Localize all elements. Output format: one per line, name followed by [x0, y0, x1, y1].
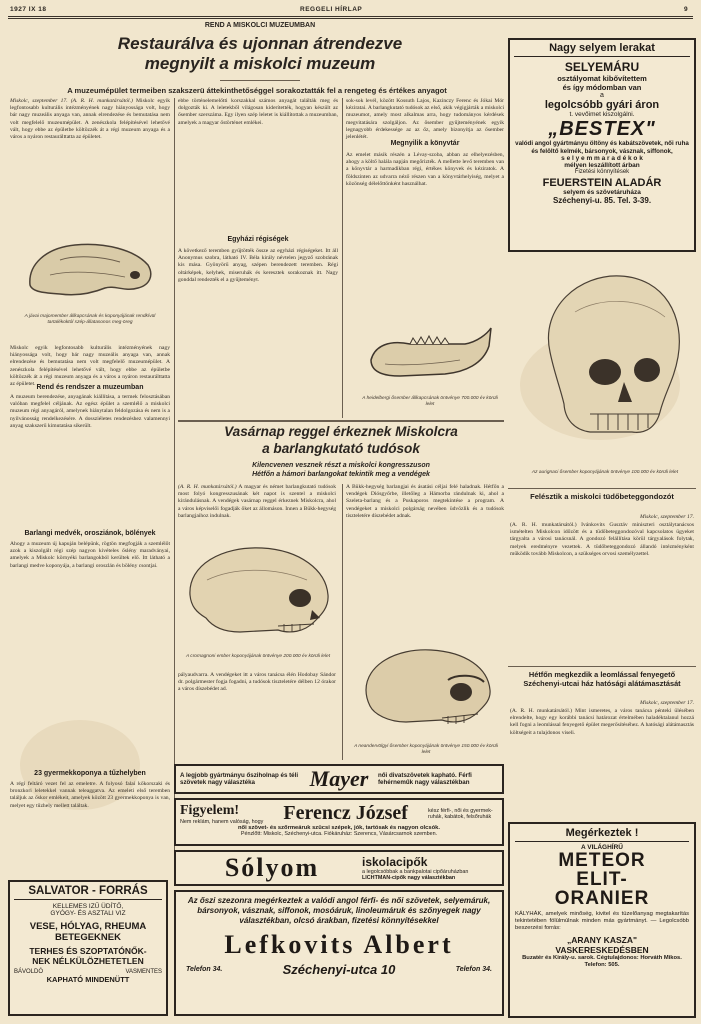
meteor-shop2: VASKERESKEDÉSBEN: [555, 945, 649, 955]
lefkovits-top: Az őszi szezonra megérkeztek a valódi angol férfi- és női szövetek, selyemáruk, bársonyok, vásznak, siffonok, mosóáruk, linoleumáruk és szőnyegek nagy választékban, olcsó árakban, fizetési könnyítésekkel: [187, 896, 491, 925]
article-title-line2: megnyilt a miskolci muzeum: [144, 54, 376, 73]
byline: (A. R. H. munkatársától.): [70, 98, 133, 104]
second-deck2: Hétfőn a hámori barlangokat tekintik meg a vendégek: [252, 471, 430, 478]
bestex-address: Széchenyi-u. 85. Tel. 3-39.: [552, 196, 652, 206]
news1-dateline: Miskolc, szeptember 17.: [639, 514, 694, 520]
bestex-l2: SELYEMÁRU: [564, 60, 640, 74]
lefkovits-street: Széchenyi-utca 10: [282, 962, 396, 977]
ferencz-advertisement: [174, 798, 504, 846]
salvator-l5: BETEGEKNEK: [55, 932, 121, 943]
salvator-l3: GYÓGY- ÉS ASZTALI VIZ: [50, 910, 126, 917]
article-title-line1: Restaurálva és ujonnan átrendezve: [117, 34, 403, 53]
section-rule: [178, 420, 504, 422]
heading-barlangi: Barlangi medvék, orosziánok, bölények: [24, 530, 156, 537]
column-rule: [342, 98, 343, 418]
ferencz-attention: Figyelem!: [180, 802, 240, 818]
salvator-l7: NEK NÉLKÜLÖZHETETLEN: [32, 956, 144, 966]
page-date: 1927 IX 18: [10, 6, 47, 13]
news2-dateline: Miskolc, szeptember 17.: [639, 700, 694, 706]
second-body-a: A magyar és német barlangkutató tudósok most folyó kongresszusának két napot is szentel a miskolci kirándulásnak. A vendégek vasárnap reggel érkeznek Miskolcra, ahol a város képviselői fogadják őket az állomáson. Innen a Bükk-hegység barlangjaihoz indulnak.: [178, 484, 336, 519]
mayer-advertisement: [174, 764, 504, 794]
bestex-name: FEUERSTEIN ALADÁR: [542, 177, 662, 190]
barlangi-text: Ahogy a muzeum új kapuján belépünk, rögtön megfogják a szemlélőt azok a kiszolgált régi szép nagyon kivételes őslény maradványai, amelyek a Miskolc környéki barlangokból kerültek elő. Itt látható a barlangi medve koponyája, a barlangi oroszlán és bölény csontjai.: [10, 541, 170, 569]
page-number: 9: [684, 6, 689, 13]
konyvtar-text: Az emelet másik részén a Lévay-szoba, abban az elhelyezésben, ahogy a költő halála napján megőrizték. A mellette levő teremben van a könyvtár a harmadikban régi, értékes könyvek és kéziratok. A földszinten az udvarra néző részen van a könyvtárhelyiség, melyet a közönség délelőttönként használhat.: [346, 152, 504, 187]
column-rule: [342, 484, 343, 760]
egyhazi-text: A következő teremben gyűjtötték össze az egyházi régiségeket. Itt áll Anonymus szobra, látható IV. Béla király névtelen jegyző szobrának kis mása. Gyönyörű anyag, szépen berendezett teremben. Régi oltárképek, kelyhek, miseruhák és keresztek sorakoznak itt. Nagy gonddal rendezték el a gyűjteményt.: [178, 248, 338, 283]
skull-illustration-neanderthal: [356, 640, 496, 730]
article-col1: [10, 98, 170, 226]
meteor-shop: „ARANY KASZA": [567, 935, 637, 945]
caption-neanderthal: A neandervölgyi ősember koponyájának öntvénye 150.000 év körüli lelet: [354, 744, 498, 755]
salvator-l4: VESE, HÓLYAG, RHEUMA: [29, 921, 147, 932]
lefkovits-bottom-row: [186, 962, 492, 977]
bestex-l14: selyem és szövetáruháza: [563, 189, 641, 197]
second-byline: (A. R. H. munkatársától.): [178, 484, 237, 490]
text-23: A régi feltáró vezet fel az emeletre. A folyosó falai kőkorszaki és bronzkori leletekkel vannak teleaggatva. Az emeleti első teremben találjuk az őskor emlékeit, amelyek között 23 gyermekkoponya is van, melyet egy tűzhely mellett találtak.: [10, 781, 170, 809]
caption-java: A jávai majomember állkapcsának és koponyájának rendkívül tartalékoktól szép-állatasonos meg-öreg: [24, 314, 156, 325]
header-rule-2: [8, 18, 693, 19]
rend-text: A muzeum berendezése, anyagának kiállítása, a termek felosztásában valóban megfelel céljának. Az egész épület a szemlélő a miskolci muzeum régi anyagáról, amelynek hiánytalan feldolgozása és nem is a nyilvánosság rendelkezésére. A dossziéletes rendezéshez valamennyi anyag szakszerű kimutatása sikerült.: [10, 394, 170, 429]
meteor-l5: ORANIER: [554, 888, 650, 909]
solyom-right-block: [362, 855, 468, 881]
solyom-advertisement: [174, 850, 504, 886]
bestex-l6: legolcsóbb gyári áron: [544, 99, 660, 111]
lefkovits-tel-right: Telefon 34.: [455, 966, 492, 973]
article-kicker: REND A MISKOLCI MUZEUMBAN: [204, 22, 316, 29]
dateline: Miskolc, szeptember 17.: [10, 98, 68, 104]
ferencz-sub-right: kész férfi-, női és gyermek-ruhák, kabátok, felsőruhák: [427, 807, 493, 820]
bestex-l9: valódi angol gyártmányu öltöny és kabátszövetek, női ruha és felöltő kelmék, bársonyok, vásznak, siffonok,: [515, 140, 689, 155]
meteor-l3: METEOR: [558, 850, 646, 871]
second-title-line2: a barlangkutató tudósok: [262, 441, 420, 456]
bestex-brand: „BESTEX": [548, 118, 656, 140]
bestex-l7: t. vevőimet kiszolgálni.: [569, 111, 635, 118]
mayer-name: Mayer: [309, 766, 369, 791]
bestex-advertisement: [508, 38, 696, 252]
salvator-l8b: VASMENTES: [125, 969, 162, 975]
heading-23: 23 gyermekkoponya a tűzhelyben: [34, 770, 146, 777]
mayer-left: A legjobb gyártmányu ősziholnap és téli szövetek nagy választéka: [180, 771, 299, 786]
ferencz-name: Ferencz József: [283, 802, 408, 824]
meteor-l2: A VILÁGHÍRŰ: [580, 844, 623, 851]
skull-illustration-cromagnon: [182, 540, 334, 640]
second-text-c: pályaudvarra. A vendégeket itt a város tanácsa élén Hodobay Sándor dr. polgármester fogja fogadni, a tudósok tiszteletére délben 12 órakor a város díszebédet ad.: [178, 672, 336, 693]
bestex-l10: s e l y e m m a r a d é k o k: [561, 155, 643, 163]
bestex-l1: Nagy selyem lerakat: [514, 42, 690, 57]
ferencz-line2: női szövet- és szőrmeáruk szücsi szépek, jók, tartósak és nagyon olcsók.: [237, 825, 440, 831]
col2-text: ebbe történelemelőtti korszakkal számos anyagát találták meg és dolgozták ki. A leletekből világosan kiderítették, hogyan készült az ősember szerszáma. Egy ilyen szép leletet is kiállítottak a muzeumban, amelyek a magyar őstörténet emlékei.: [178, 98, 338, 126]
lefkovits-tel-left: Telefon 34.: [186, 966, 223, 973]
solyom-right1: iskolacipők: [362, 855, 428, 869]
ferencz-top-row: [180, 802, 498, 825]
bestex-l4: és így módomban van: [562, 83, 642, 92]
masthead: REGGELI HÍRLAP: [300, 6, 363, 13]
solyom-right2: a legolcsóbbak a bankpalotai cipőáruházban: [362, 869, 469, 875]
col1-body: Miskolc egyik legfontosabb kulturális intézményének nagy hiányossága volt, hogy bár nagy muzeális anyaga van, annak elrendezése és bemutatása nem volt megfelelő muzeumépület. A zenészkola felépítésével lehetővé vált, hogy ebbe az épületbe költözzék át a régi muzeum anyaga és a város a nyáron restaurálttatta az épületet.: [10, 98, 170, 141]
title-rule: [220, 80, 300, 81]
col1-continued-text: Miskolc egyik legfontosabb kulturális intézményének nagy hiányossága volt, hogy bár nagy muzeális anyaga van, annak elrendezése és bemutatása nem volt megfelelő muzeumépület. A zenészkola felépítésével lehetővé vált, hogy ebbe az épületbe költözzék át a régi muzeum anyaga és a város a nyáron restaurálttatta az épületet.: [10, 345, 170, 388]
meteor-l6: KÁLYHÁK, amelyek minőség, kivitel és tüzelőanyag megtakarítás tekintetében fölülmúlnak minden más gyártmányt. — Legolcsóbb beszerzési forrás:: [515, 911, 689, 931]
heading-rend: Rend és rendszer a muzeumban: [36, 384, 144, 391]
heading-konyvtar: Megnyilik a könyvtár: [390, 140, 460, 147]
bestex-l12: Fizetési könnyítések: [574, 169, 630, 176]
section-rule: [508, 666, 696, 667]
column-rule: [174, 98, 175, 878]
news1-title: Felésztik a miskolci tüdőbeteggondozót: [530, 492, 674, 501]
caption-jaw: A heidelbergi ősember állkapcsának öntvénye 700.000 év körüli lelet: [362, 396, 498, 407]
news2-title: Hétfőn megkezdik a leomlással fenyegető Széchenyi-utcai ház hatósági alátámasztását: [523, 670, 681, 688]
salvator-l8a: BÁVOLDÓ: [14, 969, 44, 975]
bestex-l11: mélyen leszállított árban: [564, 162, 640, 170]
news2-text: (A. R. H. munkatársától.) Mint ismeretes, a város tanácsa pénteki ülésében elrendelte, hogy egy korábbi tanácsi határozat értelmében haladéktalanul hozzá kell fogni a leomlással fenyegető épület megerősítéséhez. A hatósági alátámasztás költségeit a tulajdonos viseli.: [510, 708, 694, 736]
second-title-line1: Vasárnap reggel érkeznek Miskolcra: [224, 424, 458, 439]
header-rule: [8, 16, 693, 17]
second-text-b: A Bükk-hegység barlangjai és ásatási céljai felé haladnak. Hétfőn a vendégek Diósgyőrbe, illetőleg a Hámorba rándulnak ki, ahol a Szeleta-barlang és a Puskaporos megtekintése a program. A vendégeket a miskolci polgárság nevében üdvözlik és a tudósok tiszteletére díszebédet adnak.: [346, 484, 504, 519]
bestex-l5: a: [600, 92, 604, 99]
heading-egyhazi: Egyházi régiségek: [227, 236, 289, 243]
mayer-right: női divatszövetek kapható. Férfi fehérneműk nagy választékban: [378, 771, 472, 786]
salvator-l2: KELLEMES IZŰ ÜDÍTŐ,: [52, 903, 124, 910]
salvator-l9: KAPHATÓ MINDENÜTT: [46, 975, 130, 984]
salvator-advertisement: [8, 880, 168, 1016]
second-deck1: Kilencvenen vesznek részt a miskolci kongresszuson: [252, 462, 430, 469]
caption-aurignac: Az aurignaci ősember koponyájának öntvénye 100.000 év körüli lelet: [531, 470, 679, 475]
section-rule: [508, 488, 696, 489]
article-deck: A muzeumépület termeiben szakszerü áttekinthetőséggel sorakoztatták fel a rengeteg és értékes anyagot: [67, 86, 447, 95]
meteor-address: Buzatér és Király-u. sarok. Cégtulajdonos: Horváth Mikos. Telefon: 505.: [522, 955, 682, 968]
jaw-illustration: [365, 320, 495, 390]
news1-text: (A. R. H. munkatársától.) Ivánkovits Gusztáv miniszteri osztálytanácsos ismételten Miskolcon időzött és a tüdőbeteggondozóval kapcsolatos ügyeket tárgyalta a városi tanácsnál. A gondozó felállítása körül tárgyalások folytak, melyek eredményre vezettek. A tüdőbeteggondozó állandó intézményként működik tovább Miskolcon, a szükséges orvosi személyzettel.: [510, 522, 694, 557]
solyom-name: Sólyom: [224, 853, 320, 882]
ferencz-address: Pénzlőtt: Miskolc, Széchenyi-utca. Fiókáruház: Szerencs, Vásárcsarnok szemben.: [240, 831, 438, 837]
lefkovits-advertisement: [174, 890, 504, 1016]
salvator-l1: SALVATOR - FORRÁS: [14, 885, 162, 900]
skull-illustration-aurignac: [520, 262, 690, 462]
caption-cromagnon: A cromagnoni ember koponyájának öntvénye 200.000 év körüli lelet: [185, 654, 331, 659]
solyom-right3: LICHTMAN-cipők nagy választékban: [362, 875, 456, 881]
meteor-l4: ELIT-: [576, 869, 628, 890]
salvator-l6: TERHES ÉS SZOPTATÓNŐK-: [29, 946, 147, 956]
col3-text: sok-sok levél, között Kossuth Lajos, Kazinczy Ferenc és Jókai Mór kéziratai. A barlangkutató tudósok az első, akik végigjárták a miskolci muzeumot, amely most alkalmas arra, hogy tudományos kérdések megvitatására szolgáljon. Az ősember gyűjteményének egyik legnagyobb érdekessége az az őz, amely bizonyítja az ősember jelenlétét.: [346, 98, 504, 141]
ferencz-sub-left: Nem reklám, hanem valóság, hogy: [180, 818, 264, 825]
meteor-advertisement: [508, 822, 696, 1018]
second-text-a: [178, 484, 336, 538]
meteor-l1: Megérkeztek !: [515, 827, 689, 842]
bestex-l3: osztályomat kibővítettem: [557, 74, 647, 83]
lefkovits-name: Lefkovits Albert: [224, 930, 454, 959]
ferencz-left-block: [180, 803, 263, 825]
skull-illustration-java: [20, 230, 160, 310]
